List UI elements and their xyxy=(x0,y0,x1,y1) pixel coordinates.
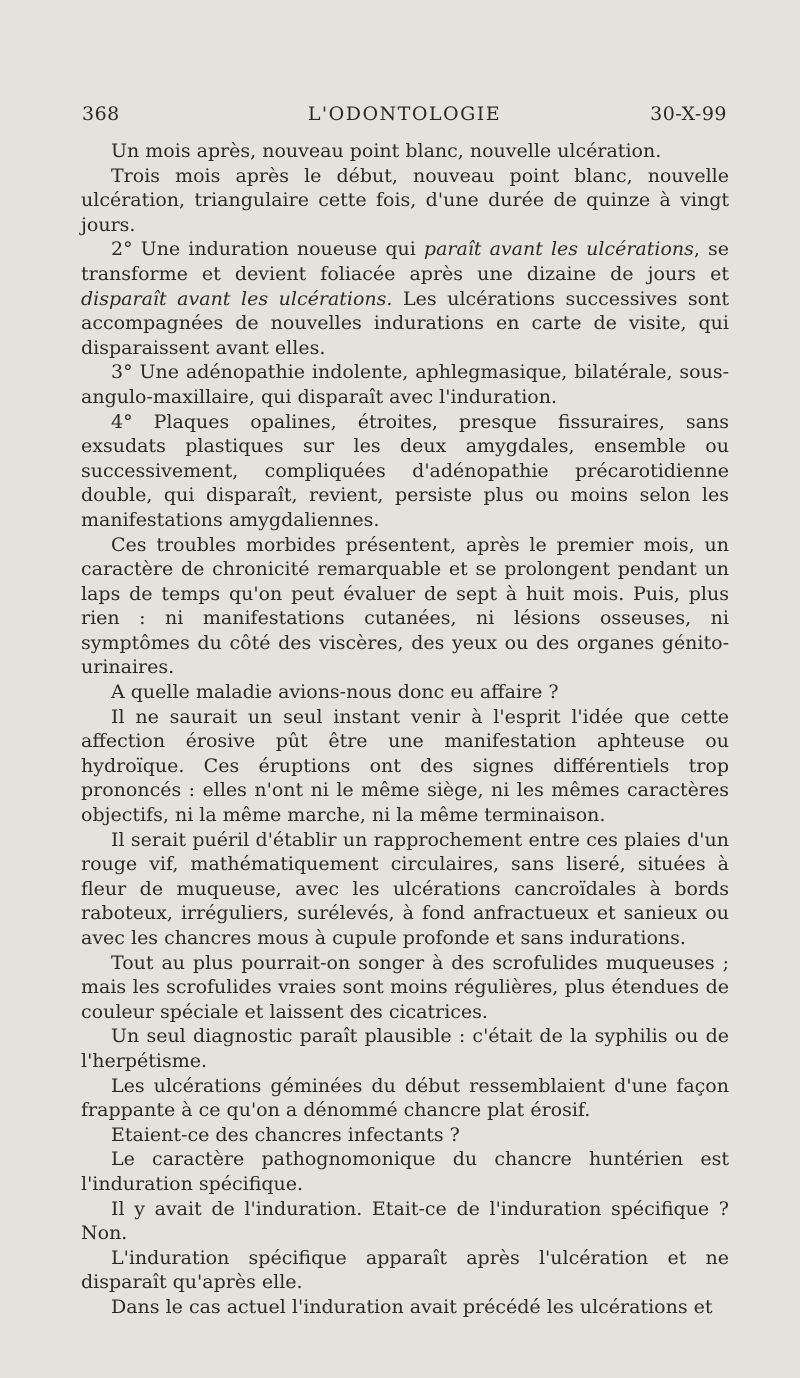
paragraph: Ces troubles morbides présentent, après le premier mois, un caractère de chronicité remarquable et se prolongent pendant un laps de temps qu'on peut évaluer de sept à huit mois. Puis, plus rien : ni manifestations cutanées, ni lésions osseuses, ni symptômes du côté des viscères, des yeux ou des organes génito-urinaires. xyxy=(81,533,729,679)
running-header xyxy=(82,103,727,129)
paragraph: Il y avait de l'induration. Etait-ce de l'induration spécifique ? Non. xyxy=(81,1197,729,1245)
paragraph: Trois mois après le début, nouveau point blanc, nouvelle ulcération, triangulaire cette fois, d'une durée de quinze à vingt jours. xyxy=(81,164,729,236)
paragraph: Dans le cas actuel l'induration avait précédé les ulcérations et xyxy=(111,1295,713,1318)
paragraph: Le caractère pathognomonique du chancre huntérien est l'induration spécifique. xyxy=(81,1148,729,1195)
body-text xyxy=(81,139,729,1320)
text-segment: 2° Une induration noueuse qui xyxy=(111,238,424,261)
paragraph: Les ulcérations géminées du début ressemblaient d'une façon frappante à ce qu'on a dénommé chancre plat érosif. xyxy=(81,1074,729,1122)
paragraph: Il ne saurait un seul instant venir à l'esprit l'idée que cette affection érosive pût être une manifestation aphteuse ou hydroïque. Ces éruptions ont des signes différentiels trop prononcés : elles n'ont ni le même siège, ni les mêmes caractères objectifs, ni la même marche, ni la même terminaison. xyxy=(81,705,729,827)
paragraph: Etaient-ce des chancres infectants ? xyxy=(111,1123,460,1146)
italic-segment: paraît avant les ulcérations xyxy=(423,238,694,261)
paragraph: Il serait puéril d'établir un rapprochement entre ces plaies d'un rouge vif, mathématiquement circulaires, sans liseré, situées à fleur de muqueuse, avec les ulcérations cancroïdales à bords raboteux, irréguliers, surélevés, à fond anfractueux et sanieux ou avec les chancres mous à cupule profonde et sans indurations. xyxy=(81,828,729,949)
paragraph xyxy=(81,237,729,360)
page-number: 368 xyxy=(82,103,120,125)
journal-title: L'ODONTOLOGIE xyxy=(307,103,502,125)
italic-segment: disparaît avant les ulcérations. xyxy=(81,287,393,310)
text-segment: Les ulcérations successives sont accompagnées de nouvelles indurations en carte de visite, qui disparaissent avant elles. xyxy=(81,287,729,359)
paragraph: A quelle maladie avions-nous donc eu affaire ? xyxy=(111,681,559,704)
paragraph: Tout au plus pourrait-on songer à des scrofulides muqueuses ; mais les scrofulides vraies sont moins régulières, plus étendues de couleur spéciale et laissent des cicatrices. xyxy=(81,951,729,1023)
paragraph: 3° Une adénopathie indolente, aphlegmasique, bilatérale, sous-angulo-maxillaire, qui disparaît avec l'induration. xyxy=(81,361,729,408)
paragraph: L'induration spécifique apparaît après l'ulcération et ne disparaît qu'après elle. xyxy=(81,1246,729,1294)
paragraph: Un mois après, nouveau point blanc, nouvelle ulcération. xyxy=(111,140,662,162)
text-segment: , se transforme et devient foliacée après une dizaine de jours et xyxy=(81,238,730,285)
issue-date: 30-X-99 xyxy=(650,103,727,125)
paragraph: Un seul diagnostic paraît plausible : c'était de la syphilis ou de l'herpétisme. xyxy=(81,1025,729,1072)
paragraph: 4° Plaques opalines, étroites, presque fissuraires, sans exsudats plastiques sur les deux amygdales, ensemble ou successivement, compliquées d'adénopathie précarotidienne double, qui disparaît, revient, persiste plus ou moins selon les manifestations amygdaliennes. xyxy=(81,410,729,531)
